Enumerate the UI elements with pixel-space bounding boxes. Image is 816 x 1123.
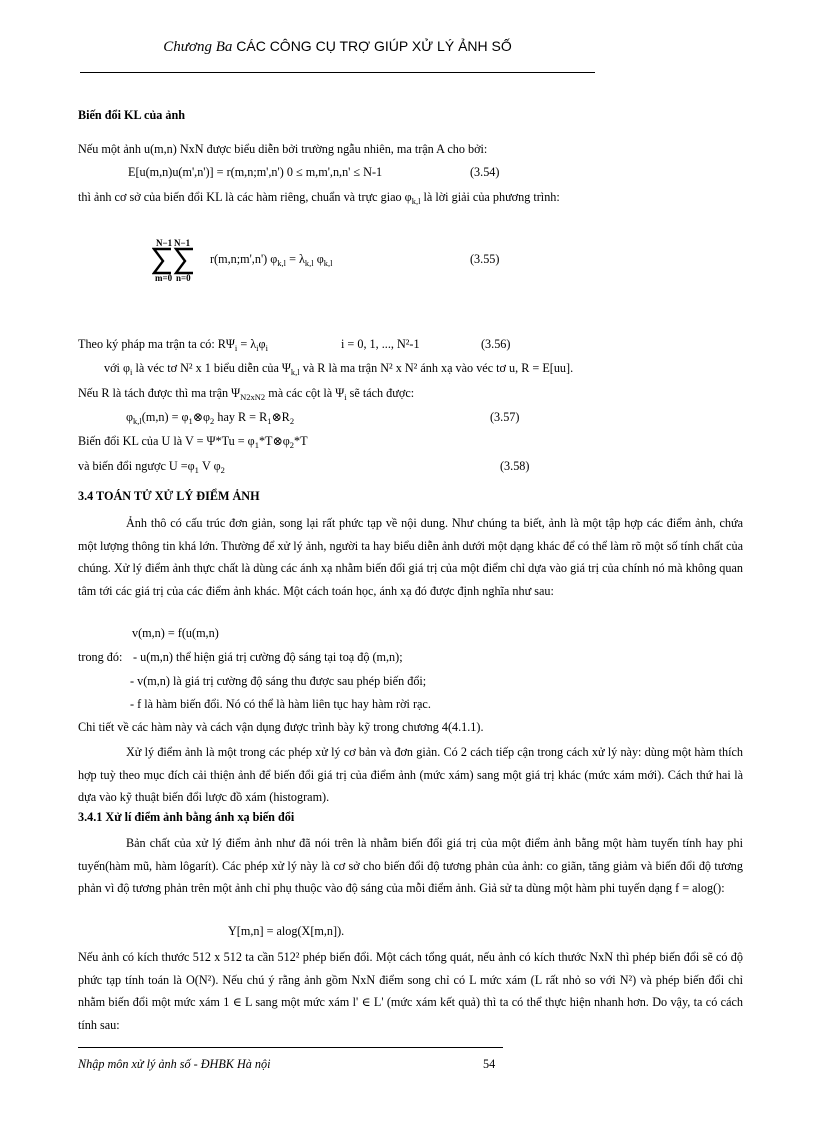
sum-body-text: r(m,n;m',n') φ xyxy=(210,252,278,266)
section-3-4-heading: 3.4 TOÁN TỬ XỬ LÝ ĐIỂM ẢNH xyxy=(78,489,260,503)
sum-phi: φ xyxy=(313,252,324,266)
separable-line xyxy=(78,386,414,402)
kl-intro: Nếu một ảnh u(m,n) NxN được biểu diễn bởi trường ngẫu nhiên, ma trận A cho bởi: xyxy=(78,142,488,156)
section-3-4-paragraph-1 xyxy=(78,512,743,603)
section-3-4-paragraph-2 xyxy=(78,741,743,809)
basis-text-b: là lời giải của phương trình: xyxy=(420,190,560,204)
inverse-sub1: 1 xyxy=(194,465,199,475)
footer-title: Nhập môn xử lý ảnh số - ĐHBK Hà nội xyxy=(78,1057,271,1071)
eq-3-57-sub3: 2 xyxy=(210,416,215,426)
where-label: trong đó: xyxy=(78,650,123,664)
eq-3-56-number: (3.56) xyxy=(481,337,511,351)
eq-3-56-b: = λ xyxy=(237,337,257,351)
sum-lower-2: n=0 xyxy=(176,273,191,283)
basis-text-a: thì ảnh cơ sở của biến đổi KL là các hàm riêng, chuẩn và trực giao φ xyxy=(78,190,412,204)
double-sigma-icon xyxy=(152,247,196,275)
page-header xyxy=(80,38,595,56)
inverse-b: V φ xyxy=(198,459,221,473)
separable-sub2: i xyxy=(344,392,347,402)
eq-3-54: E[u(m,n)u(m',n')] = r(m,n;m',n') 0 ≤ m,m',n,n' ≤ N-1 xyxy=(128,165,383,179)
section-3-4-1-heading: 3.4.1 Xử lí điểm ảnh bằng ánh xạ biến đổi xyxy=(78,810,295,824)
eq-3-57-sub4: 1 xyxy=(267,416,272,426)
section-3-4-1-paragraph-1 xyxy=(78,832,743,900)
phi-desc-sub2: k,l xyxy=(290,367,300,377)
kl-heading: Biến đổi KL của ảnh xyxy=(78,108,186,122)
eq-3-57 xyxy=(126,410,294,426)
eq-3-56-a: Theo ký pháp ma trận ta có: RΨ xyxy=(78,337,235,351)
sum-upper-2: N−1 xyxy=(174,238,191,248)
kl-transform-c: *T xyxy=(294,434,308,448)
inverse-sub2: 2 xyxy=(220,465,225,475)
kl-basis-line xyxy=(78,190,560,206)
separable-sub: N2xN2 xyxy=(240,392,266,402)
section-3-4-1-p2-text: Nếu ảnh có kích thước 512 x 512 ta cần 512² phép biến đổi. Một cách tổng quát, nếu ảnh có kích thước NxN thì phép biến đổi sẽ có độ phức tạp tính toán là O(N²). Nếu chú ý rằng ảnh gồm NxN điểm song chỉ có L mức xám (L rất nhỏ so với N²) và phép biến đổi chỉ nhằm biến đổi một mức xám 1 ∈ L sang một mức xám l' ∈ L' (mức xám kết quả) thì ta có thể thực hiện nhanh hơn. Do vậy, ta có cách tính sau: xyxy=(78,950,743,1033)
eq-3-58-number: (3.58) xyxy=(500,459,530,473)
footer-rule xyxy=(78,1047,503,1048)
phi-desc-sub1: i xyxy=(130,367,133,377)
separable-a: Nếu R là tách được thì ma trận Ψ xyxy=(78,386,241,400)
section-3-4-1-p1-text: Bản chất của xử lý điểm ảnh như đã nói trên là nhằm biến đổi giá trị của một điểm ảnh bằng một hàm tuyến tính hay phi tuyến(hàm mũ, hàm lôgarít). Các phép xử lý này là cơ sở cho biến đổi độ tương phản của ảnh: co giãn, tăng giảm và biến đổi độ tương phản vì độ tương phản trên một ảnh chỉ phụ thuộc vào độ sáng của mỗi điểm ảnh. Giả sử ta dùng một hàm phi tuyến dạng f = alog(): xyxy=(78,836,743,896)
eq-3-57-c: ⊗φ xyxy=(192,410,211,424)
phi-desc-a: với φ xyxy=(104,361,131,375)
eq-3-55 xyxy=(152,238,512,284)
where-item-3: - f là hàm biến đổi. Nó có thể là hàm liên tục hay hàm rời rạc. xyxy=(130,697,431,711)
kl-transform-sub1: 1 xyxy=(254,440,259,450)
detail-line: Chi tiết về các hàm này và cách vận dụng được trình bày kỹ trong chương 4(4.1.1). xyxy=(78,720,484,734)
eq-3-57-e: ⊗R xyxy=(271,410,290,424)
where-item-2: - v(m,n) là giá trị cường độ sáng thu được sau phép biến đổi; xyxy=(130,674,427,688)
eq-3-57-number: (3.57) xyxy=(490,410,520,424)
kl-transform-sub2: 2 xyxy=(289,440,294,450)
inverse-a: và biến đổi ngược U =φ xyxy=(78,459,195,473)
eq-3-56 xyxy=(78,337,268,353)
eq-3-55-number: (3.55) xyxy=(470,252,500,266)
mapping-formula: v(m,n) = f(u(m,n) xyxy=(132,626,219,640)
eq-3-56-sub1: i xyxy=(234,343,238,353)
separable-b: mà các cột là Ψ xyxy=(265,386,345,400)
eq-3-56-sub2: i xyxy=(256,343,259,353)
phi-desc-c: và R là ma trận N² x N² ánh xạ vào véc tơ u, R = E[uu]. xyxy=(299,361,574,375)
section-3-4-p2-text: Xử lý điểm ảnh là một trong các phép xử lý cơ bản và đơn giản. Có 2 cách tiếp cận trong cách xử lý này: dùng một hàm thích hợp tuỳ theo mục đích cải thiện ảnh để biến đổi giá trị của điểm ảnh (mức xám) sang một giá trị khác (mức xám mới). Cách thứ hai là dựa vào kỹ thuật biến đổi lược đồ xám (histogram). xyxy=(78,745,743,805)
eq-3-54-number: (3.54) xyxy=(470,165,500,179)
eq-3-57-sub5: 2 xyxy=(289,416,295,426)
eq-3-57-sub2: 1 xyxy=(188,416,193,426)
sum-phi-sub: k,l xyxy=(323,258,333,268)
sum-body-sub: k,l xyxy=(277,258,287,268)
header-rule xyxy=(80,72,595,73)
chapter-label: Chương Ba xyxy=(163,39,233,55)
page-number: 54 xyxy=(483,1057,496,1071)
eq-3-56-index: i = 0, 1, ..., N²-1 xyxy=(341,337,420,351)
sum-upper-1: N−1 xyxy=(156,238,173,248)
eq-3-56-sub3: i xyxy=(265,343,268,353)
log-formula: Y[m,n] = alog(X[m,n]). xyxy=(228,924,345,938)
sum-body xyxy=(210,252,333,268)
kl-transform-b: *T⊗φ xyxy=(258,434,290,448)
inverse-line xyxy=(78,459,225,475)
section-3-4-p1-text: Ảnh thô có cấu trúc đơn giản, song lại rất phức tạp về nội dung. Như chúng ta biết, ảnh là một tập hợp các điểm ảnh, chứa một lượng thông tin khá lớn. Thường để xử lý ảnh, người ta hay biểu diễn ảnh dưới một dạng khác để có thể làm rõ một số tính chất của chúng. Xử lý điểm ảnh thực chất là dùng các ánh xạ nhằm biến đổi giá trị của một điểm chỉ dựa vào giá trị của chính nó mà không quan tâm tới các giá trị của các điểm ảnh khác. Một cách toán học, ánh xạ đó được định nghĩa như sau: xyxy=(78,516,743,599)
kl-transform-line xyxy=(78,434,308,450)
eq-3-57-a: φ xyxy=(126,410,134,424)
eq-3-57-sub1: k,l xyxy=(133,416,142,426)
chapter-title: CÁC CÔNG CỤ TRỢ GIÚP XỬ LÝ ẢNH SỐ xyxy=(236,38,512,54)
eq-3-57-b: (m,n) = φ xyxy=(141,410,189,424)
phi-description xyxy=(104,361,573,377)
basis-sub: k,l xyxy=(411,196,421,206)
where-item-1: - u(m,n) thể hiện giá trị cường độ sáng tại toạ độ (m,n); xyxy=(133,650,403,664)
eq-3-56-c: φ xyxy=(258,337,266,351)
phi-desc-b: là véc tơ N² x 1 biểu diễn của Ψ xyxy=(132,361,291,375)
separable-c: sẽ tách được: xyxy=(346,386,415,400)
sum-lower-1: m=0 xyxy=(155,273,173,283)
section-3-4-1-paragraph-2 xyxy=(78,946,743,1037)
eq-3-57-d: hay R = R xyxy=(214,410,268,424)
sum-eq: = λ xyxy=(286,252,305,266)
sum-eq-sub: k,l xyxy=(304,258,314,268)
kl-transform-a: Biến đổi KL của U là V = Ψ*Tu = φ xyxy=(78,434,255,448)
